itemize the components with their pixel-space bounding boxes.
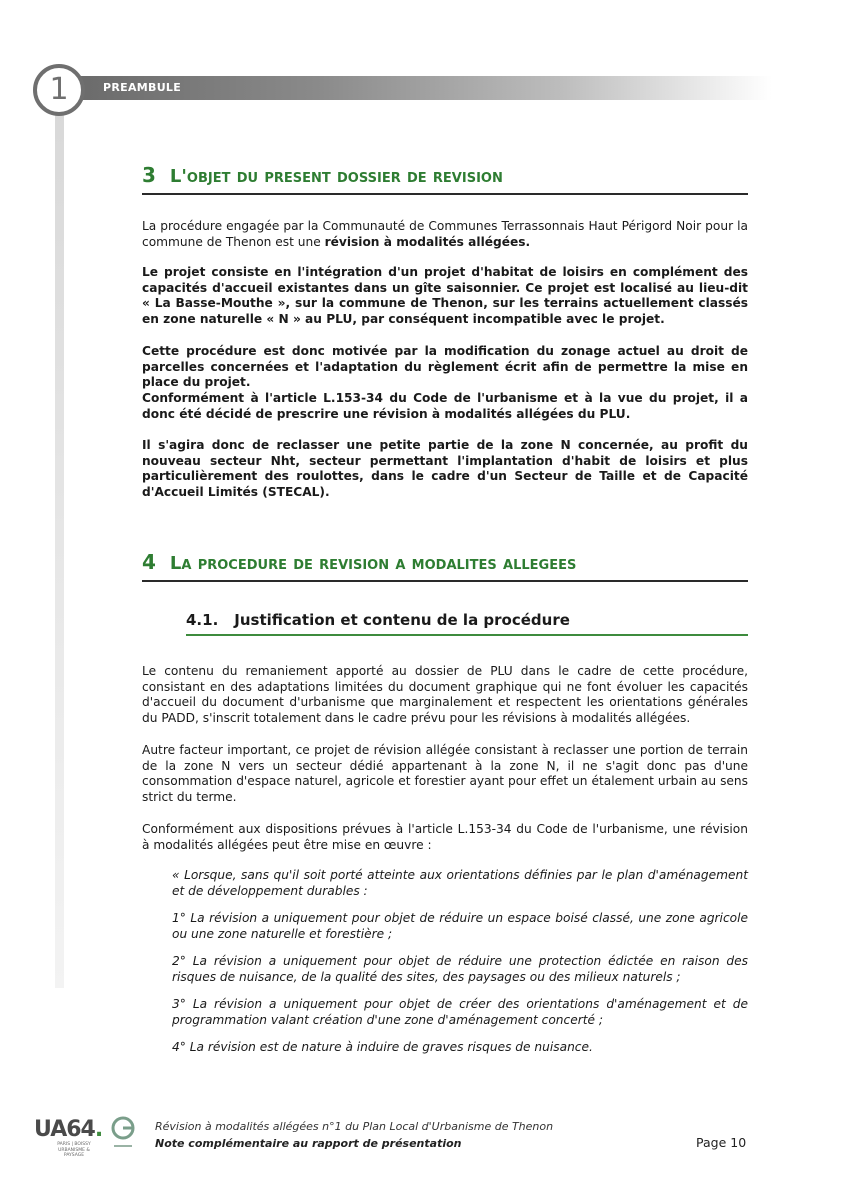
ua64-logo bbox=[34, 1117, 102, 1142]
section-3-paragraph-2: Le projet consiste en l'intégration d'un projet d'habitat de loisirs en complément des capacités d'accueil existantes dans un gîte saisonnier. Ce projet est localisé au lieu-dit « La Basse-Mouthe », sur la commune de Thenon, sur les terrains actuellement classés en zone naturelle « N » au PLU, par conséquent incompatible avec le projet. bbox=[142, 265, 748, 326]
section-4-paragraph-1: Le contenu du remaniement apporté au dossier de PLU dans le cadre de cette procédure, consistant en des adaptations limitées du document graphique qui ne font évoluer les capacités d'accueil du document d'urbanisme que marginalement et respectent les orientations générales du PADD, s'inscrit totalement dans le cadre prévu pour les révisions à modalités allégées. bbox=[142, 664, 748, 725]
section-3-title: L'objet du present dossier de revision bbox=[169, 166, 503, 187]
quote-item-1: 1° La révision a uniquement pour objet de réduire un espace boisé classé, une zone agricole ou une zone naturelle et forestière ; bbox=[172, 911, 748, 941]
subsection-4-1-number: 4.1. bbox=[186, 611, 219, 629]
section-4-title: La procedure de revision a modalites allegees bbox=[169, 553, 577, 574]
footer-document-subtitle: Note complémentaire au rapport de présentation bbox=[155, 1137, 462, 1150]
ua64-logo-subtitle: PARIS | BOISSY URBANISME & PAYSAGE bbox=[57, 1142, 91, 1158]
ua64-logo-text: UA64 bbox=[34, 1117, 95, 1142]
section-4-paragraph-2: Autre facteur important, ce projet de révision allégée consistant à reclasser une portion de terrain de la zone N vers un secteur dédié appartenant à la zone N, il ne s'agit donc pas d'une consommation d'espace naturel, agricole et forestier ayant pour effet un étalement urbain au sens strict du terme. bbox=[142, 743, 748, 804]
quote-item-4: 4° La révision est de nature à induire de graves risques de nuisance. bbox=[172, 1040, 593, 1054]
section-3-paragraph-4: Conformément à l'article L.153-34 du Code de l'urbanisme et à la vue du projet, il a donc été décidé de prescrire une révision à modalités allégées du PLU. bbox=[142, 391, 748, 421]
section-3-paragraph-5: Il s'agira donc de reclasser une petite partie de la zone N concernée, au profit du nouveau secteur Nht, secteur permettant l'implantation d'habit de loisirs et plus particulièrement des roulottes, dans le cadre d'un Secteur de Taille et de Capacité d'Accueil Limités (STECAL). bbox=[142, 438, 748, 499]
section-3-number: 3 bbox=[142, 163, 156, 187]
chapter-number-badge bbox=[33, 64, 85, 116]
chapter-number: 1 bbox=[49, 72, 69, 107]
chapter-label: PREAMBULE bbox=[103, 81, 182, 94]
section-3-heading bbox=[142, 163, 748, 195]
quote-intro: « Lorsque, sans qu'il soit porté atteinte aux orientations définies par le plan d'aménagement et de développement durables : bbox=[172, 868, 748, 898]
gerea-logo-icon bbox=[110, 1115, 136, 1155]
page-number: Page 10 bbox=[696, 1135, 747, 1150]
section-3-paragraph-3: Cette procédure est donc motivée par la modification du zonage actuel au droit de parcelles concernées et l'adaptation du règlement écrit afin de permettre la mise en place du projet. bbox=[142, 344, 748, 390]
section-4-number: 4 bbox=[142, 550, 156, 574]
section-4-heading bbox=[142, 550, 748, 582]
quote-item-3: 3° La révision a uniquement pour objet de créer des orientations d'aménagement et de programmation valant création d'une zone d'aménagement concerté ; bbox=[172, 997, 748, 1027]
ua64-logo-dot: . bbox=[94, 1117, 103, 1142]
paragraph-1-bold: révision à modalités allégées. bbox=[324, 234, 531, 249]
decorative-side-bar bbox=[55, 98, 64, 988]
section-3-paragraph-1 bbox=[142, 219, 748, 250]
subsection-4-1-heading bbox=[186, 611, 748, 636]
section-4-paragraph-3: Conformément aux dispositions prévues à l'article L.153-34 du Code de l'urbanisme, une révision à modalités allégées peut être mise en œuvre : bbox=[142, 822, 748, 852]
quote-item-2: 2° La révision a uniquement pour objet de réduire une protection édictée en raison des risques de nuisance, de la qualité des sites, des paysages ou des milieux naturels ; bbox=[172, 954, 748, 984]
footer-document-title: Révision à modalités allégées n°1 du Plan Local d'Urbanisme de Thenon bbox=[155, 1120, 554, 1133]
paragraph-1-text: La procédure engagée par la Communauté de Communes Terrassonnais Haut Périgord Noir pour la commune de Thenon est une bbox=[142, 219, 748, 249]
subsection-4-1-title: Justification et contenu de la procédure bbox=[234, 611, 570, 629]
